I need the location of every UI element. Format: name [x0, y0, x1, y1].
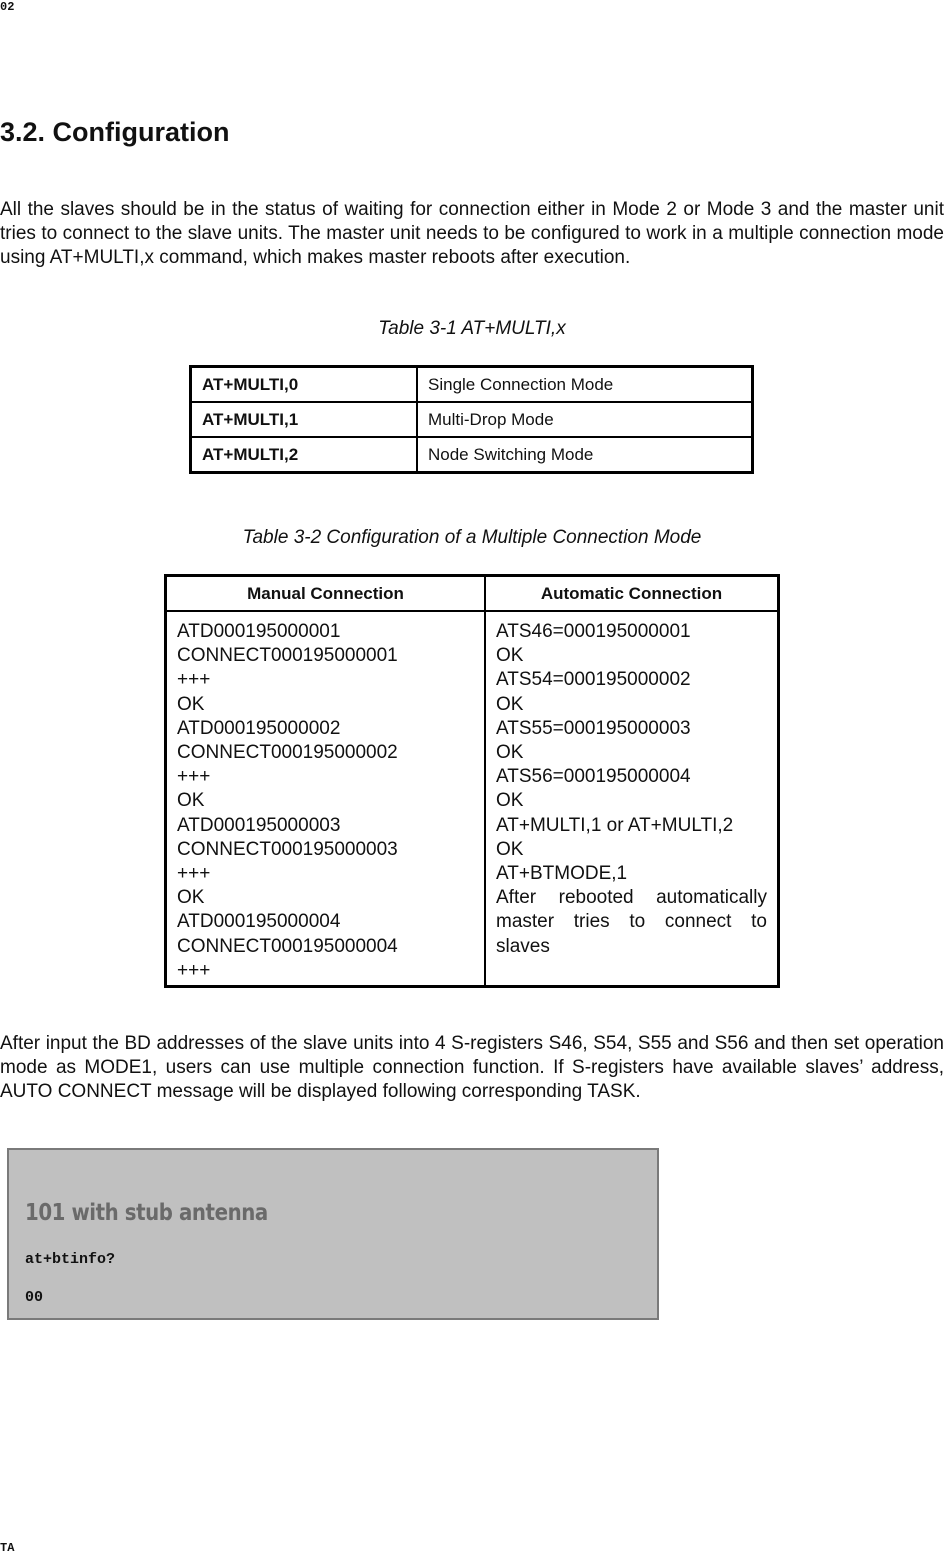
automatic-connection-cell	[485, 611, 779, 987]
table-row	[191, 402, 753, 437]
automatic-line: ATS54=000195000002	[496, 669, 691, 691]
command-cell: AT+MULTI,1	[191, 402, 418, 437]
description-cell: Single Connection Mode	[417, 367, 753, 403]
automatic-note-line: master tries to connect to	[496, 911, 767, 933]
automatic-line: ATS46=000195000001	[496, 621, 691, 642]
terminal-line: 00	[25, 1289, 44, 1306]
automatic-line: AT+BTMODE,1	[496, 863, 628, 885]
automatic-note-line: After rebooted automatically	[496, 887, 767, 909]
manual-line: OK	[177, 790, 205, 812]
automatic-line: OK	[496, 742, 524, 764]
manual-line: +++	[177, 766, 211, 788]
automatic-line: AT+MULTI,1 or AT+MULTI,2	[496, 814, 734, 836]
manual-line: +++	[177, 863, 211, 885]
table2-caption: Table 3-2 Configuration of a Multiple Connection Mode	[242, 527, 702, 548]
table-row	[191, 367, 753, 403]
description-cell: Node Switching Mode	[417, 437, 753, 473]
manual-line: ATD000195000004	[177, 911, 341, 933]
description-cell: Multi-Drop Mode	[417, 402, 753, 437]
command-cell: AT+MULTI,2	[191, 437, 418, 473]
automatic-line: OK	[496, 693, 524, 715]
multi-mode-table	[189, 365, 754, 474]
automatic-connection-header: Automatic Connection	[485, 576, 779, 612]
automatic-line: ATS56=000195000004	[496, 766, 691, 788]
automatic-line: OK	[496, 790, 524, 812]
automatic-line: OK	[496, 645, 524, 667]
manual-line: CONNECT000195000001	[177, 645, 398, 667]
terminal-screenshot	[7, 1148, 659, 1320]
terminal-line: at+btinfo?	[25, 1251, 116, 1268]
footer-label: TA	[0, 1541, 15, 1555]
table-row	[166, 611, 779, 987]
manual-line: +++	[177, 669, 211, 691]
connection-config-table	[164, 574, 780, 988]
manual-line: CONNECT000195000003	[177, 838, 398, 860]
manual-line: OK	[177, 693, 205, 715]
manual-line: +++	[177, 959, 211, 981]
manual-connection-header: Manual Connection	[166, 576, 486, 612]
automatic-note-line: slaves	[496, 935, 550, 957]
command-cell: AT+MULTI,0	[191, 367, 418, 403]
manual-line: ATD000195000001	[177, 621, 341, 642]
manual-line: CONNECT000195000002	[177, 742, 398, 764]
automatic-line: ATS55=000195000003	[496, 717, 691, 739]
manual-line: CONNECT000195000004	[177, 935, 398, 957]
manual-line: ATD000195000003	[177, 814, 341, 836]
manual-line: ATD000195000002	[177, 717, 341, 739]
intro-paragraph: All the slaves should be in the status of waiting for connection either in Mode 2 or Mode 3 and the master unit tries to connect to the slave units. The master unit needs to be configured to work in a multiple connection mode using AT+MULTI,x command, which makes master reboots after execution.	[0, 199, 944, 268]
section-title: 3.2. Configuration	[0, 117, 230, 147]
automatic-line: OK	[496, 838, 524, 860]
after-paragraph: After input the BD addresses of the slave units into 4 S-registers S46, S54, S55 and S56 and then set operation mode as MODE1, users can use multiple connection function. If S-registers have available slaves’ address, AUTO CONNECT message will be displayed following corresponding TASK.	[0, 1033, 944, 1102]
manual-connection-cell	[166, 611, 486, 987]
table1-caption: Table 3-1 AT+MULTI,x	[378, 318, 566, 339]
terminal-title: 101 with stub antenna	[25, 1200, 268, 1226]
table-header-row	[166, 576, 779, 612]
page-number: 02	[0, 0, 15, 14]
manual-line: OK	[177, 887, 205, 909]
table-row	[191, 437, 753, 473]
